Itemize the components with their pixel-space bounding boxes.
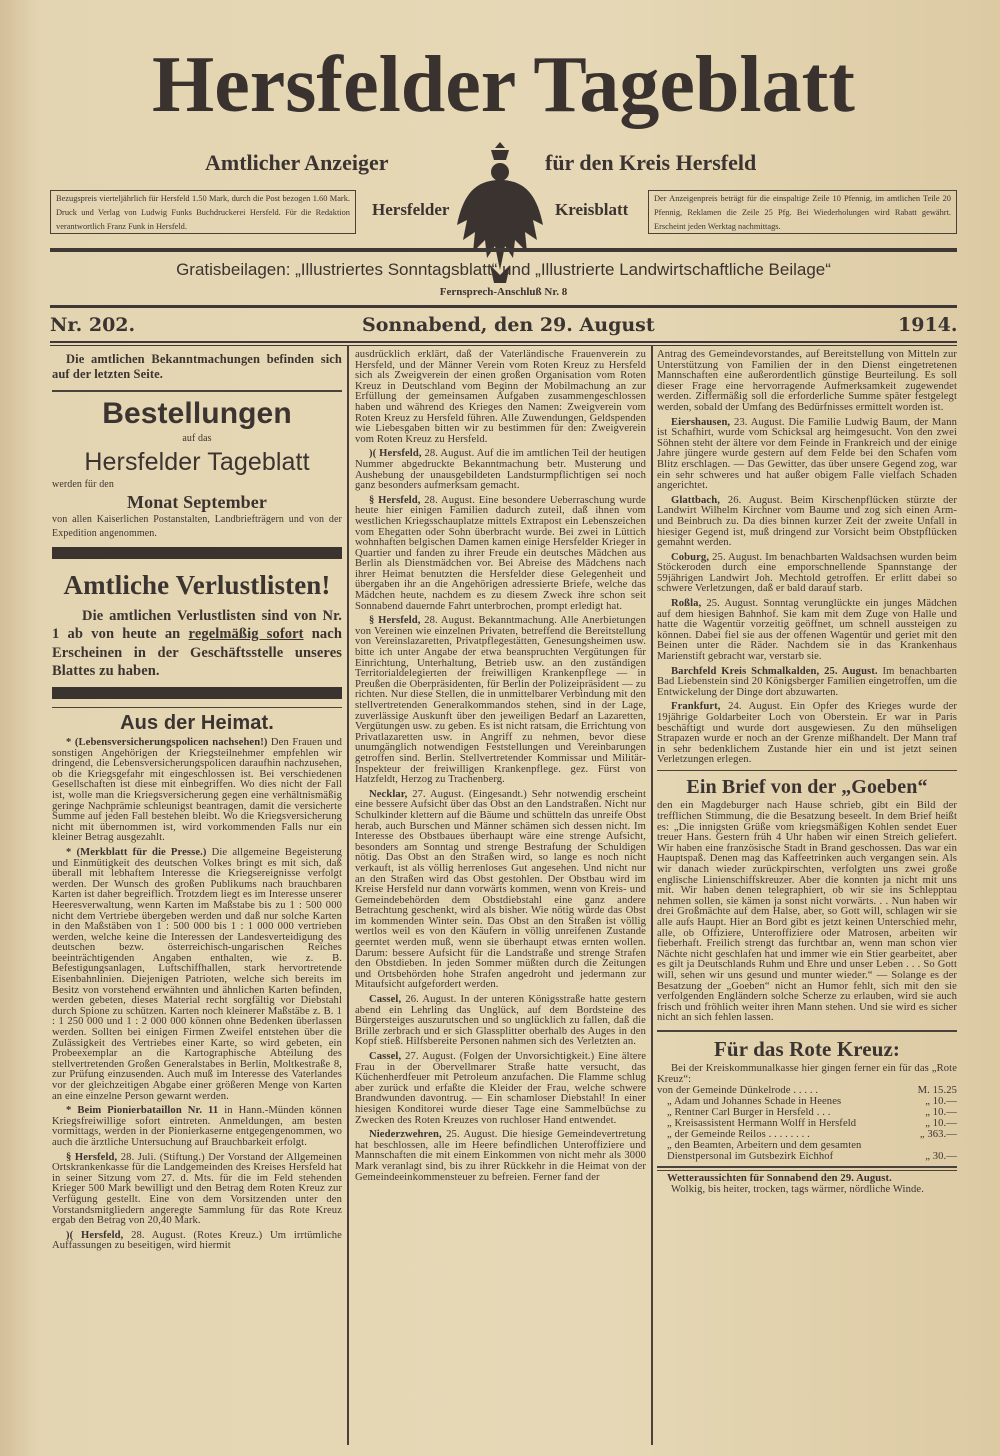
article-lead: § Hersfeld, bbox=[66, 1151, 118, 1163]
article-lead: * (Lebensversicherungspolicen nachsehen!) bbox=[66, 737, 268, 748]
phone-line: Fernsprech-Anschluß Nr. 8 bbox=[439, 286, 568, 298]
black-bar bbox=[52, 547, 342, 559]
divider bbox=[657, 1170, 957, 1171]
loss-text-underlined: regelmäßig sofort bbox=[188, 626, 304, 642]
article-lead: Cassel, bbox=[369, 1051, 402, 1062]
column-rule bbox=[347, 345, 349, 1445]
article-text: 23. August. Die Familie Ludwig Baum, der Mann ist Schafhirt, wurde vom Schicksal arg heimgesucht. Von den zwei Söhnen steht der ältere vor dem Feinde in Frankreich und der einige Jahre jüngere wurde gestern auf dem Felde bei den Schafen vom Blitz erschlagen. — Das Gewitter, das über unsere Gegend zog, war ein sehr schweres und hat außer obigem Falle vielfach Schaden angerichtet. bbox=[657, 416, 957, 492]
weather-heading: Wetteraussichten für Sonnabend den 29. August. bbox=[667, 1173, 892, 1185]
article-lead: Niederzwehren, bbox=[369, 1129, 442, 1141]
article-lead: § Hersfeld, bbox=[369, 615, 421, 627]
issue-year: 1914. bbox=[898, 314, 958, 336]
article-lead: )( Hersfeld, bbox=[66, 1229, 124, 1241]
loss-text: nach Erscheinen in der Geschäftsstelle unseres Blattes zu haben. bbox=[52, 626, 342, 679]
article-text: Die allgemeine Begeisterung und Einmütigkeit des deutschen Volkes bringt es mit sich, daß überall mit lebhaftem Interesse die Kriegsereignisse verfolgt werden. Der Wunsch des großen Publikums nach brauchbaren Karten ist daher begreiflich. Trotzdem liegt es im Interesse unserer Heeresverwaltung, wenn Karten im Maßstabe bis zu 1 : 500 000 nicht dem Vertriebe übergeben werden und daß nur solche Karten in den Maßstäben von 1 : 500 000 bis 1 : 1 000 000 vertrieben werden, welche keine die Interessen der Landesverteidigung des deutschen bezw. österreichisch-ungarischen Reiches beeinträchtigenden Angaben enthalten, wie z. B. Befestigungsanlagen, Luftschiffhallen, stark hervortretende Eisenbahnlinien. Diejenigen Patrioten, welche sich bereits im Besitz von vorstehend erwähnten und ähnlichen Karten befinden, werden gebeten, dieses Material recht sorgfältig vor Diebstahl durch Spione zu schützen. Karten noch kleinerer Maßstäbe z. B. 1 : 1 250 000 und 1 : 2 000 000 können ohne Bedenken überlassen werden. Sollten bei einigen Firmen Zweifel entstehen über die Zulässigkeit des Vertriebes einer Karte, so wird gebeten, ein Probeexemplar an die Kartographische Abteilung des stellvertretenden Großen Generalstabes in Berlin, Moltkestraße 8, zur Prüfung einzusenden. Auch muß im Interesse des Vaterlandes vor der gleichzeitigen Abgabe einer größeren Menge von Karten an eine einzelne Person gewarnt werden. bbox=[52, 846, 342, 1102]
donor: von der Gemeinde Dünkelrode . . . . . bbox=[657, 1085, 819, 1097]
article-lead: Coburg, bbox=[671, 551, 710, 563]
donation-amount: „ 10.— bbox=[925, 1118, 957, 1130]
donation-row bbox=[657, 1107, 957, 1118]
article-lead: Frankfurt, bbox=[671, 701, 721, 713]
advertising-box: Der Anzeigenpreis beträgt für die einspaltige Zeile 10 Pfennig, im amtlichen Teile 20 Pfennig, Reklamen die Zeile 25 Pfg. Bei Wiederholungen wird Rabatt gewährt. Erscheint jeden Werktag nachmittags. bbox=[648, 190, 957, 234]
donation-row bbox=[657, 1096, 957, 1107]
issue-date: Sonnabend, den 29. August bbox=[362, 314, 655, 336]
column-3 bbox=[657, 350, 957, 1195]
column-rule bbox=[651, 345, 653, 1445]
article-lead: Eiershausen, bbox=[671, 416, 731, 428]
side-label-right: Kreisblatt bbox=[555, 200, 629, 219]
black-bar bbox=[52, 687, 342, 699]
article-text: 26. August. Beim Kirschenpflücken stürzte der Landwirt Wilhelm Kirchner vom Baume und zog sich einen Arm- und Beinbruch zu. Da dies binnen kurzer Zeit der zweite Unfall in hiesiger Gegend ist, muß dringend zur Vorsicht beim Obstpflücken gemahnt werden. bbox=[657, 494, 957, 549]
article-paragraph bbox=[355, 616, 646, 786]
article-text: ausdrücklich erklärt, daß der Vaterländische Frauenverein zu Hersfeld, und der Männer Verein vom Roten Kreuz zu Hersfeld sich als Zweigverein der einen großen Organisation vom Roten Kreuz in Deutschland vom Beginn der Mobilmachung an zur Erfüllung der gemeinsamen Aufgaben zusammengeschlossen haben und während des Krieges den Namen: Zweigverein vom Roten Kreuz zu Hersfeld führen. Alle Zuwendungen, Geldspenden wie Liebesgaben bitten wir zu bestimmen für den: Zweigverein vom Roten Kreuz zu Hersfeld. bbox=[355, 349, 646, 445]
article-text: 27. August. (Eingesandt.) Sehr notwendig erscheint eine bessere Aufsicht über das Obst an den Landstraßen. Nicht nur Schulkinder klettern auf die Bäume und schütteln das unreife Obst herab, auch Burschen und Männer schämen sich dessen nicht. Im Interesse des Obstbaues überhaupt wäre eine strenge Aufsicht, besonders am Sonntag und strenge Bestrafung der Schuldigen nötig. Das Obst an den Straßen wird, so lange es noch nicht verkauft, ist als völlig herrenloses Gut angesehen. Und nicht nur an den Straßen wird das Obst gestohlen. Der Obstbau wird im Kreise Hersfeld nur dann vorwärts kommen, wenn von Kreis- und Gemeindebehörden dem Obstdiebstahl eine ganz andere Betrachtung geschenkt, wird als bisher. Wie nötig würde das Obst im kommenden Winter sein. Das Obst an den Straßen ist völlig wertlos weil es von den Käufern in völlig unreifenen Zustande geerntet werden muß, wenn sie überhaupt etwas ernten wollen. Darum: bessere Aufsicht für die Landstraße und strenge Strafen den Obstdieben. In jeden Sommer müßten durch die Zeitungen und Ortsbehörden hohe Strafen angedroht und jedermann zur Mitaufsicht aufgefordert werden. bbox=[355, 788, 646, 991]
donor: „ Rentner Carl Burger in Hersfeld . . . bbox=[667, 1107, 831, 1119]
divider bbox=[657, 770, 957, 772]
ad-month: Monat September bbox=[127, 491, 267, 512]
article-text: 24. August. Ein Opfer des Krieges wurde der 19jährige Goldarbeiter Loch von Oberstein. Er war in Paris beschäftigt und wurde dort ausgewiesen. Zu den mühseligen Strapazen wurde er noch an der Grenze mißhandelt. Der Mann traf in sehr bedenklichem Zustande hier ein und ist jetzt seinen Verletzungen erlegen. bbox=[657, 701, 957, 766]
ad-werden: werden für den bbox=[52, 478, 114, 490]
article-paragraph bbox=[355, 1052, 646, 1126]
side-label-left: Hersfelder bbox=[372, 200, 450, 219]
ad-heading: Bestellungen bbox=[102, 396, 292, 430]
loss-text: Die amtlichen Verlustlisten sind von Nr. 1 ab von heute an bbox=[52, 607, 342, 642]
divider bbox=[50, 345, 957, 346]
divider bbox=[50, 305, 957, 308]
article-text: Im benachbarten Bad Liebenstein sind 20 Königsberger Familien eingetroffen, um die Entwickelung der Dinge dort abzuwarten. bbox=[657, 665, 957, 698]
goeben-heading: Ein Brief von der „Goeben“ bbox=[686, 776, 928, 799]
divider bbox=[50, 248, 957, 252]
article-paragraph bbox=[52, 1231, 342, 1252]
article-text: Antrag des Gemeindevorstandes, auf Bereitstellung von Mitteln zur Unterstützung von Familien der in den Dienst eingetretenen Mannschaften eine außerordentlich günstige Beurteilung. Es soll dieser Frage eine hervorragende Aufmerksamkeit zugewendet werden. Ziffermäßig soll die erforderliche Summe später festgelegt werden, sobald der Umfang des Bedürfnisses ermittelt worden ist. bbox=[657, 349, 957, 413]
article-paragraph bbox=[657, 418, 957, 492]
donation-row bbox=[657, 1140, 957, 1162]
article-paragraph bbox=[52, 1106, 342, 1148]
goeben-text: den ein Magdeburger nach Hause schrieb, gibt ein Bild der trefflichen Stimmung, die die Besatzung beseelt. In dem Brief heißt es: „Die innigsten Grüße vom kriegsmäßigen Kohlen sendet Euer treuer Hans. Gestern früh 4 Uhr haben wir einen Streich geliefert. Wir haben eine französische Stadt in Brand geschossen. Das war ein Hauptspaß. Denen mag das Kaffeetrinken auch vergangen sein. Als wir danach wieder zurückpirschten, verfolgten uns zwei große englische Linienschiffskreuzer. Aber die konnten ja nicht mit uns mit. Wir haben denen telegraphiert, ob wir sie ins Schlepptau nehmen sollen, sie kämen ja sonst nicht vorwärts. . . Nun haben wir drei Großmächte auf dem Halse, aber, so Gott will, schlagen wir sie alle aufs Haupt. Hier an Bord gibt es jetzt keinen Unterschied mehr, alle, ob Offiziere, Unteroffiziere oder Matrosen, arbeiten wir fieberhaft. Freilich strengt das furchtbar an, wenn man schon vier Nächte nicht geschlafen hat und immer wie ein Stier gearbeitet, aber es gilt ja Deutschlands Ruhm und Ehre und unser Leben . . . So Gott will, sehen wir uns gesund und munter wieder.“ — Solange es der Besatzung der „Goeben“ nicht an Humor fehlt, sich mit den sie verfolgenden Engländern solche Scherze zu erlauben, wird sie auch frisch und fröhlich weiter ihren Mann stehen. Und sie wird es sicher nicht an sich fehlen lassen. bbox=[657, 800, 957, 1024]
article-lead: Cassel, bbox=[369, 994, 402, 1006]
article-paragraph bbox=[355, 1130, 646, 1183]
newspaper-title: Hersfelder Tageblatt bbox=[152, 41, 855, 129]
divider bbox=[52, 390, 342, 392]
article-paragraph bbox=[657, 496, 957, 549]
article-paragraph bbox=[355, 995, 646, 1048]
article-paragraph bbox=[52, 1153, 342, 1227]
article-paragraph bbox=[355, 449, 646, 491]
donation-row bbox=[657, 1129, 957, 1140]
article-text: 25. August. Im benachbarten Waldsachsen wurden beim Stöckeroden durch eine emporschnellende Spannstange der 59jährigen Landwirt Joh. Mechtold getroffen. Er erlitt dabei so schwere Verletzungen, daß er bald darauf starb. bbox=[657, 551, 957, 595]
article-text: 27. August. (Folgen der Unvorsichtigkeit.) Eine ältere Frau in der Obervellmarer Straße hatte versucht, das Küchenherdfeuer mit Petroleum anzufachen. Die Flamme schlug aber zurück und erfaßte die Kleider der Frau, welche schwere Brandwunden davontrug. — Ein schamloser Diebstahl! In einer hiesigen Konditorei wurde dieser Tage eine Sammelbüchse zu Zwecken des Roten Kreuzes von ruchloser Hand entwendet. bbox=[355, 1051, 646, 1126]
article-text: 26. August. In der unteren Königsstraße hatte gestern abend ein Lehrling das Unglück, auf dem Bordsteine des Bürgersteiges auszurutschen und so unglücklich zu fallen, daß die Brille zerbrach und er sich Glassplitter oberhalb des Auges in den Kopf stieß. Hilfsbereite Personen nahmen sich des Verletzten an. bbox=[355, 994, 646, 1048]
ad-auf-das: auf das bbox=[182, 432, 212, 444]
subtitle-right: für den Kreis Hersfeld bbox=[545, 150, 757, 175]
article-lead: Roßla, bbox=[671, 598, 702, 610]
article-paragraph bbox=[52, 738, 342, 844]
donation-amount: „ 30.— bbox=[925, 1151, 957, 1163]
article-text: 28. August. Auf die im amtlichen Teil der heutigen Nummer abgedruckte Bekanntmachung betr. Musterung und Aushebung der unausgebildeten Landsturmpflichtigen sei noch ganz besonders aufmerksam gemacht. bbox=[355, 448, 646, 492]
subtitle-left: Amtlicher Anzeiger bbox=[205, 150, 389, 175]
donation-amount: „ 363.— bbox=[919, 1129, 957, 1141]
article-paragraph bbox=[657, 702, 957, 766]
loss-lists-text bbox=[52, 607, 342, 681]
weather-text: Wolkig, bis heiter, trocken, tags wärmer, nördliche Winde. bbox=[671, 1183, 924, 1195]
subscription-box: Bezugspreis vierteljährlich für Hersfeld 1.50 Mark, durch die Post bezogen 1.60 Mark. Druck und Verlag von Ludwig Funks Buchdruckerei Hersfeld. Für die Redaktion verantwortlich Franz Funk in Hersfeld. bbox=[50, 190, 356, 234]
loss-lists-heading: Amtliche Verlustlisten! bbox=[63, 569, 331, 600]
divider bbox=[657, 1030, 957, 1032]
article-text: in Hann.-Münden können Kriegsfreiwillige sofort eintreten. Anmeldungen, am besten vormittags, werden in der Pionierkaserne entgegengenommen, wo auch die ärztliche Untersuchung auf Brauchbarkeit erfolgt. bbox=[52, 1105, 343, 1148]
divider bbox=[50, 341, 957, 343]
article-paragraph bbox=[657, 553, 957, 595]
article-text: 25. August. Die hiesige Gemeindevertretung hat beschlossen, alle im Heere befindlichen Unteroffiziere und Mannschaften die mit einem Einkommen von nicht mehr als 3000 Mark veranlagt sind, bis zu ihrer Rückkehr in die Heimat von der Gemeindeeinkommensteuer zu befreien. Ferner fand der bbox=[355, 1129, 646, 1183]
divider bbox=[657, 1166, 957, 1168]
article-text: Den Frauen und sonstigen Angehörigen der Kriegsteilnehmer empfehlen wir dringend, die Lebensversicherungspolicen daraufhin nachzusehen, ob die Kriegsgefahr mit eingeschlossen ist. Bei verschiedenen Gesellschaften ist diese mit einbegriffen. Wo dies nicht der Fall ist, wolle man die Kriegsversicherung gegen eine verhältnismäßig geringe Nachprämie schleunigst beantragen, damit die versicherte Summe auf jeden Fall bestehen bleibt. Wo die Kriegsversicherung nicht mit übernommen ist, wird vorkommenden Falls nur ein kleiner Betrag ausgezahlt. bbox=[52, 737, 342, 844]
article-paragraph bbox=[355, 350, 646, 445]
donor: „ der Gemeinde Reilos . . . . . . . . bbox=[667, 1129, 810, 1141]
column-1-articles bbox=[52, 738, 342, 1252]
ad-sources: von allen Kaiserlichen Postanstalten, Landbriefträgern und von der Expedition angenommen. bbox=[52, 513, 342, 539]
article-text: 28. Juli. (Stiftung.) Der Vorstand der Allgemeinen Ortskrankenkasse für die Landgemeinden des Kreises Hersfeld hat in seiner Sitzung vom 27. d. Mts. für die im Feld stehenden Krieger 500 Mark bewilligt und den Betrag dem Roten Kreuz zur Verfügung gestellt. Eine von dem Vorsitzenden unter den Vorstandsmitgliedern angeregte Sammlung für das Rote Kreuz ergab den Betrag von 20,40 Mark. bbox=[52, 1151, 343, 1227]
article-paragraph bbox=[355, 790, 646, 991]
notice-last-page: Die amtlichen Bekanntmachungen befinden sich auf der letzten Seite. bbox=[52, 352, 342, 381]
donation-row bbox=[657, 1118, 957, 1129]
article-lead: * Beim Pionierbataillon Nr. 11 bbox=[66, 1105, 219, 1117]
donation-amount: „ 10.— bbox=[925, 1107, 957, 1119]
article-paragraph bbox=[355, 496, 646, 613]
article-lead: Necklar, bbox=[369, 788, 408, 800]
article-paragraph bbox=[657, 350, 957, 414]
ad-paper-name: Hersfelder Tageblatt bbox=[84, 447, 310, 476]
article-paragraph bbox=[657, 667, 957, 699]
section-heading-heimat: Aus der Heimat. bbox=[120, 712, 274, 734]
article-lead: Glattbach, bbox=[671, 494, 720, 506]
donor: „ Adam und Johannes Schade in Heenes bbox=[667, 1096, 842, 1108]
column-1 bbox=[52, 352, 342, 1256]
column-3-articles bbox=[657, 350, 957, 766]
supplements-line: Gratisbeilagen: „Illustriertes Sonntagsblatt“ und „Illustrierte Landwirtschaftliche Beilage“ bbox=[176, 260, 831, 279]
article-text: 28. August. Eine besondere Ueberraschung wurde heute hier einigen Familien dadurch zuteil, daß ihnen vom westlichen Kriegsschauplatze mittels Extrapost ein Lebenszeichen vom Ehegatten oder Sohn überbracht wurde. Bei zwei in Lüttich wohnhaften belgischen Damen kamen einige Hersfelder Krieger in Quartier und fanden zu ihrer Freude ein deutsches Mädchen aus Berlin als Dienstmädchen vor. Bei Abreise des Mädchens nach ihrer Heimat benutzten die Hersfelder diese Gelegenheit und übergaben ihr an die Angehörigen adressierte Briefe, welche das Mädchen heute, nachdem es zu diesem Zweck ihre schon seit Sonnabend dauernde Fahrt unterbrochen, prompt erledigt hat. bbox=[355, 494, 646, 612]
issue-number: Nr. 202. bbox=[50, 314, 136, 336]
article-lead: Barchfeld Kreis Schmalkalden, 25. August. bbox=[671, 665, 878, 677]
donor: „ den Beamten, Arbeitern und dem gesamten Dienstpersonal im Gutsbezirk Eichhof bbox=[667, 1140, 862, 1163]
article-lead: § Hersfeld, bbox=[369, 494, 421, 506]
donation-list bbox=[657, 1085, 957, 1162]
red-cross-intro-text: Bei der Kreiskommunalkasse hier gingen ferner ein für das „Rote Kreuz“: bbox=[657, 1062, 957, 1085]
column-2-articles bbox=[355, 350, 646, 1187]
article-paragraph bbox=[657, 599, 957, 663]
donation-amount: M. 15.25 bbox=[917, 1085, 957, 1097]
donor: „ Kreisassistent Hermann Wolff in Hersfeld bbox=[667, 1118, 857, 1130]
article-paragraph bbox=[52, 848, 342, 1102]
article-text: 25. August. Sonntag verunglückte ein junges Mädchen auf dem hiesigen Bahnhof. Sie kam mit dem Zuge von Halle und hatte die Wagentür vorzeitig geöffnet, um schnell aussteigen zu können. Dabei fiel sie aus der offenen Wagentür und geriet mit den Beinen unter die Räder. Nachdem sie in das Krankenhaus Marienstift gebracht war, verstarb sie. bbox=[657, 598, 957, 663]
red-cross-heading: Für das Rote Kreuz: bbox=[713, 1036, 901, 1061]
article-text: 28. August. (Rotes Kreuz.) Um irrtümliche Auffassungen zu beseitigen, wird hiermit bbox=[52, 1229, 342, 1252]
article-lead: * (Merkblatt für die Presse.) bbox=[66, 846, 207, 858]
donation-row bbox=[657, 1085, 957, 1096]
article-lead: )( Hersfeld, bbox=[369, 448, 422, 460]
donation-amount: „ 10.— bbox=[925, 1096, 957, 1108]
article-text: 28. August. Bekanntmachung. Alle Anerbietungen von Vereinen wie einzelnen Privaten, betreffend die Bereitstellung von Vereinslazaretten, Privatpflegestätten, Genesungsheimen usw. bitte ich unter Angabe der etwa beanspruchten Vergütungen für Einrichtung, Unterhaltung, Betrieb usw. an den zuständigen Territorialdelegierten der freiwilligen Krankenpflege — in Preußen die Oberpräsidenten, für Berlin der Polizeipräsident — zu richten. Nur diese Stellen, die in unmittelbarer Verbindung mit den stellvertretenden Generalkommandos stehen, sind in der Lage, zuverlässige Auskunft über den jeweiligen Bedarf an Lazaretten, Vergütungen usw. zu geben. Es ist nicht ratsam, die Errichtung von Privatlazaretten usw. in Angriff zu nehmen, bevor diese unumgänglich notwendigen Feststellungen und Vereinbarungen getroffen sind. Berlin. Stellvertretender Kommissar und Militär-Inspekteur der freiwilligen Krankenpflege. gez. Fürst von Hatzfeldt, Herzog zu Trachenberg. bbox=[355, 615, 646, 786]
